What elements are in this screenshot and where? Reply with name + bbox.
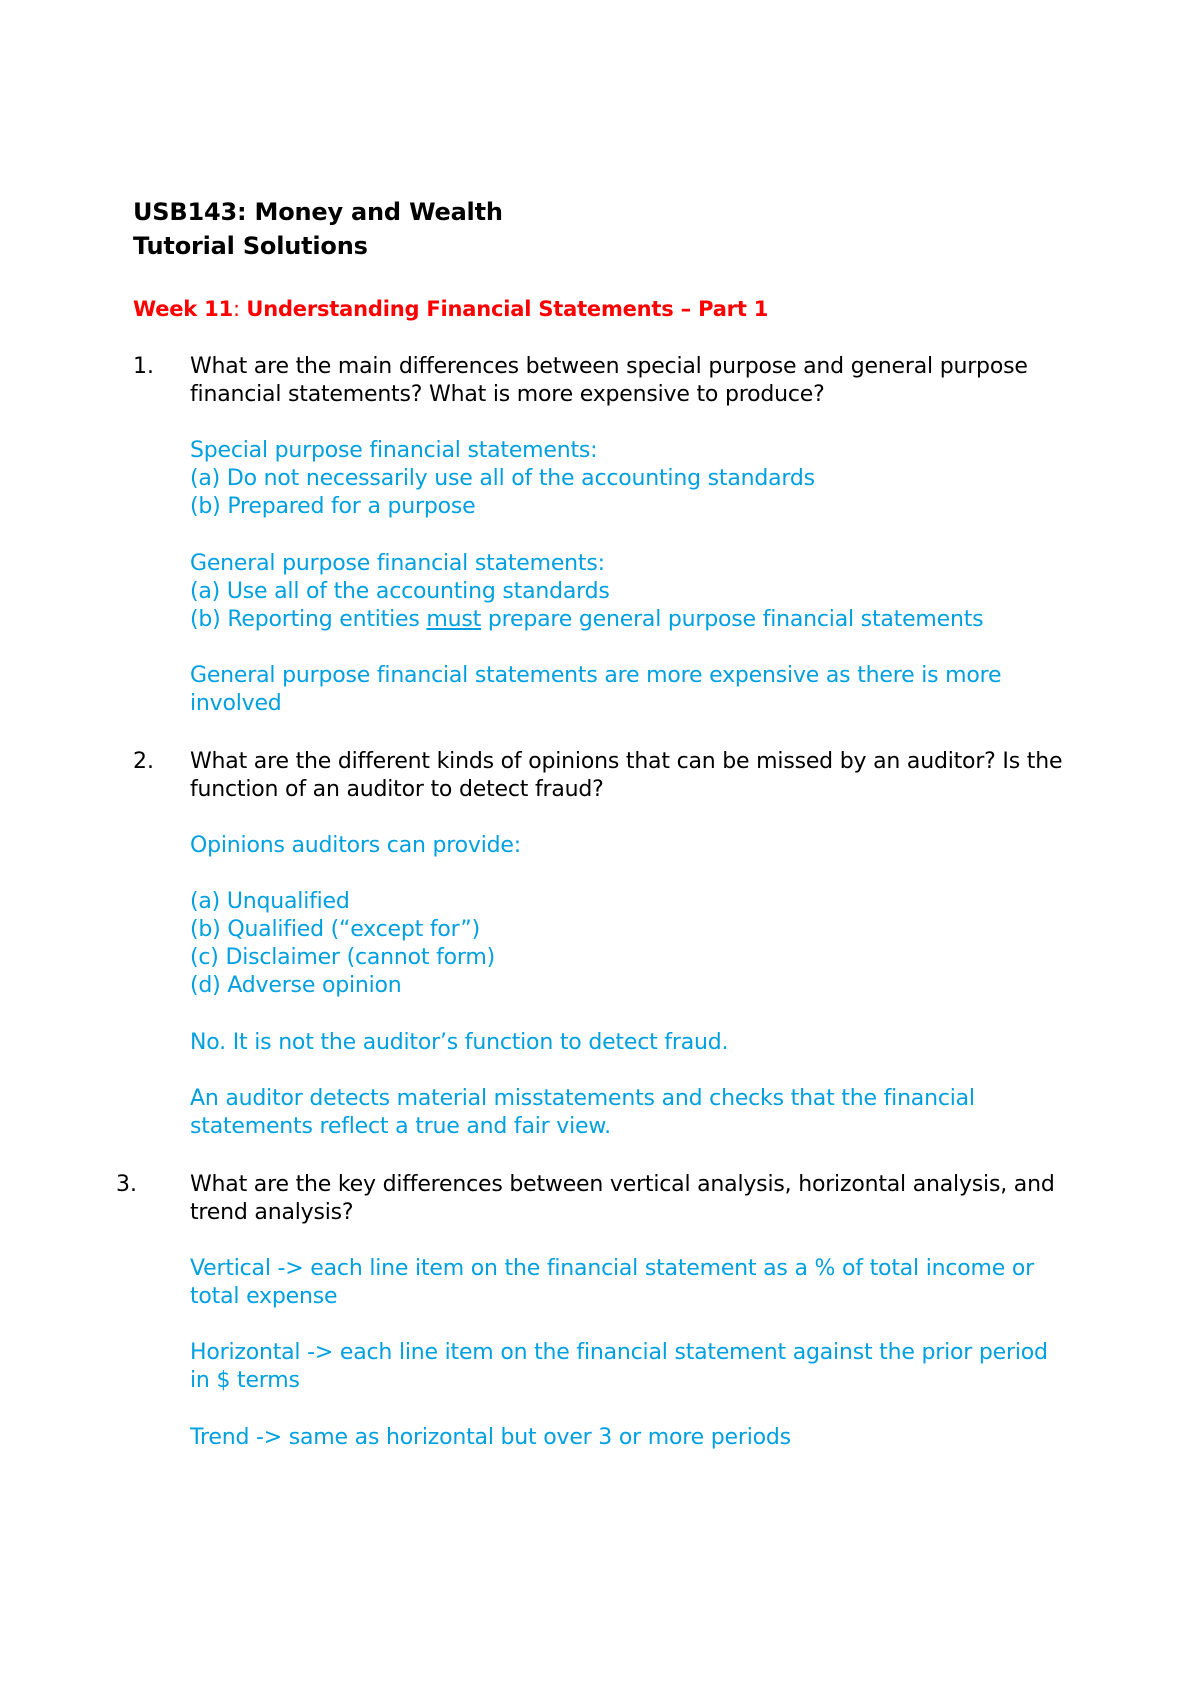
week-separator: :: [233, 297, 247, 321]
answer-3-vertical-line2: total expense: [190, 1284, 338, 1309]
answer-1-general-a: (a) Use all of the accounting standards: [190, 579, 610, 604]
week-title: Understanding Financial Statements – Part 1: [246, 297, 769, 321]
answer-2-heading: Opinions auditors can provide:: [190, 833, 521, 858]
week-heading: [133, 295, 768, 323]
answer-2-b: (b) Qualified (“except for”): [190, 917, 480, 942]
answer-3-horizontal-line1: Horizontal -> each line item on the financial statement against the prior period: [190, 1340, 1048, 1365]
answer-2-fraud: No. It is not the auditor’s function to detect fraud.: [190, 1030, 729, 1055]
answer-2-c: (c) Disclaimer (cannot form): [190, 945, 495, 970]
document-title: USB143: Money and Wealth: [133, 198, 503, 226]
answer-1-cost-line1: General purpose financial statements are more expensive as there is more: [190, 663, 1002, 688]
question-3-text-line1: What are the key differences between vertical analysis, horizontal analysis, and: [190, 1172, 1055, 1197]
answer-1-general-heading: General purpose financial statements:: [190, 551, 605, 576]
question-2-text-line1: What are the different kinds of opinions that can be missed by an auditor? Is the: [190, 749, 1063, 774]
answer-1-general-b-pre: (b) Reporting entities: [190, 607, 427, 632]
question-2-number: 2.: [133, 749, 154, 774]
question-1-text-line2: financial statements? What is more expensive to produce?: [190, 382, 825, 407]
question-3-text-line2: trend analysis?: [190, 1200, 354, 1225]
answer-1-special-heading: Special purpose financial statements:: [190, 438, 598, 463]
question-1-number: 1.: [133, 354, 154, 379]
answer-1-general-b-post: prepare general purpose financial statements: [481, 607, 984, 632]
week-label: Week 11: [133, 297, 234, 321]
answer-1-cost-line2: involved: [190, 691, 282, 716]
question-3-number: 3.: [116, 1172, 137, 1197]
answer-2-detect-line2: statements reflect a true and fair view.: [190, 1114, 611, 1139]
answer-2-d: (d) Adverse opinion: [190, 973, 402, 998]
question-1-text-line1: What are the main differences between special purpose and general purpose: [190, 354, 1028, 379]
answer-3-vertical-line1: Vertical -> each line item on the financial statement as a % of total income or: [190, 1256, 1035, 1281]
answer-3-horizontal-line2: in $ terms: [190, 1368, 300, 1393]
answer-2-a: (a) Unqualified: [190, 889, 350, 914]
question-2-text-line2: function of an auditor to detect fraud?: [190, 777, 604, 802]
document-subtitle: Tutorial Solutions: [133, 232, 368, 260]
answer-1-special-a: (a) Do not necessarily use all of the accounting standards: [190, 466, 815, 491]
answer-2-detect-line1: An auditor detects material misstatements and checks that the financial: [190, 1086, 975, 1111]
answer-1-special-b: (b) Prepared for a purpose: [190, 494, 476, 519]
answer-3-trend: Trend -> same as horizontal but over 3 or more periods: [190, 1425, 791, 1450]
answer-1-general-b: [190, 606, 983, 634]
answer-1-general-b-must: must: [426, 607, 482, 632]
